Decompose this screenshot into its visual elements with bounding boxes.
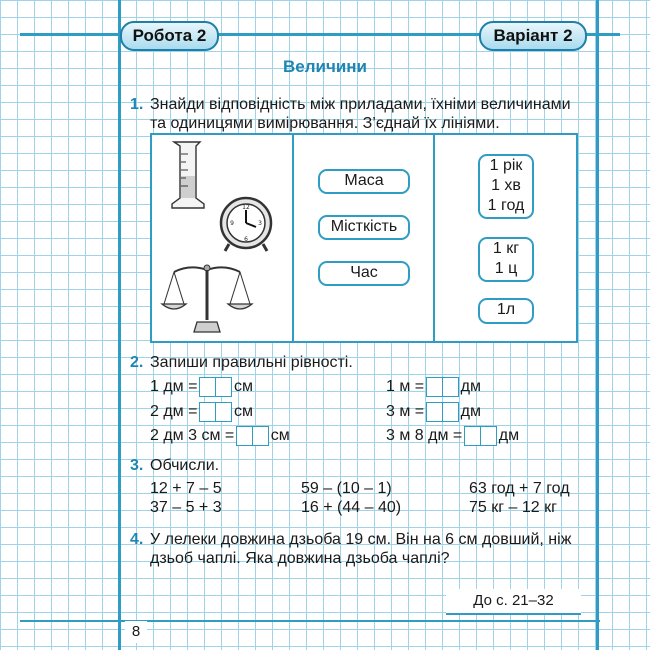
task3-title: Обчисли. [150,457,220,474]
expression: 63 год + 7 год [469,480,570,497]
expression: 59 – (10 – 1) [301,480,392,497]
answer-cells[interactable] [199,377,232,397]
alarm-clock-icon [215,193,277,255]
equation-left: 3 м = [386,403,425,420]
equation-left: 1 дм = [150,378,198,395]
svg-text:3: 3 [258,220,262,227]
task4-line2: дзьоб чаплі. Яка довжина дзьоба чаплі? [150,550,450,567]
page-title: Величини [282,57,368,76]
quantity-time[interactable]: Час [318,261,410,286]
unit-group-time[interactable] [478,154,534,219]
task2-number: 2. [130,354,144,371]
equation-unit: см [233,403,253,420]
balance-scale-icon [160,260,254,336]
equation-row [386,425,519,447]
equation-row [386,376,481,398]
right-margin-line [596,0,599,650]
expression: 37 – 5 + 3 [150,499,222,516]
equation-unit: дм [460,403,481,420]
unit-kilogram: 1 кг [492,240,520,257]
equation-unit: дм [460,378,481,395]
equation-unit: см [270,427,290,444]
left-margin-line [118,0,121,650]
expression: 12 + 7 – 5 [150,480,222,497]
footer-line [20,620,600,622]
answer-cells[interactable] [464,426,497,446]
svg-text:12: 12 [242,204,250,211]
task3-number: 3. [130,457,144,474]
measuring-cylinder-icon [166,138,210,210]
unit-year: 1 рік [489,157,523,174]
task1-line2: та одиницями вимірювання. З’єднай їх лініями. [150,115,500,132]
page-number: 8 [125,621,147,643]
quantity-capacity[interactable]: Місткість [318,215,410,240]
equation-row [150,425,290,447]
matching-divider-1 [292,133,294,343]
page-reference: До с. 21–32 [446,589,581,615]
expression: 75 кг – 12 кг [469,499,557,516]
expression: 16 + (44 – 40) [301,499,402,516]
task2-title: Запиши правильні рівності. [150,354,353,371]
unit-centner: 1 ц [494,260,518,277]
quantity-mass[interactable]: Маса [318,169,410,194]
equation-left: 2 дм = [150,403,198,420]
answer-cells[interactable] [199,402,232,422]
equation-left: 2 дм 3 см = [150,427,235,444]
equation-row [386,401,481,423]
task1-line1: Знайди відповідність між приладами, їхніми величинами [150,96,571,113]
variant-badge: Варіант 2 [479,21,587,51]
unit-group-mass[interactable] [478,237,534,282]
task4-line1: У лелеки довжина дзьоба 19 см. Він на 6 см довший, ніж [150,531,572,548]
equation-row [150,401,253,423]
work-number-badge: Робота 2 [120,21,219,51]
unit-hour: 1 год [487,197,525,214]
svg-text:6: 6 [244,236,248,243]
unit-group-capacity[interactable] [478,298,534,324]
equation-left: 3 м 8 дм = [386,427,463,444]
unit-minute: 1 хв [491,177,521,194]
equation-row [150,376,253,398]
matching-divider-2 [433,133,435,343]
answer-cells[interactable] [426,377,459,397]
answer-cells[interactable] [426,402,459,422]
task4-number: 4. [130,531,144,548]
equation-left: 1 м = [386,378,425,395]
unit-litre: 1л [496,301,516,318]
task1-number: 1. [130,96,144,113]
equation-unit: см [233,378,253,395]
equation-unit: дм [498,427,520,444]
svg-text:9: 9 [230,220,234,227]
answer-cells[interactable] [236,426,269,446]
